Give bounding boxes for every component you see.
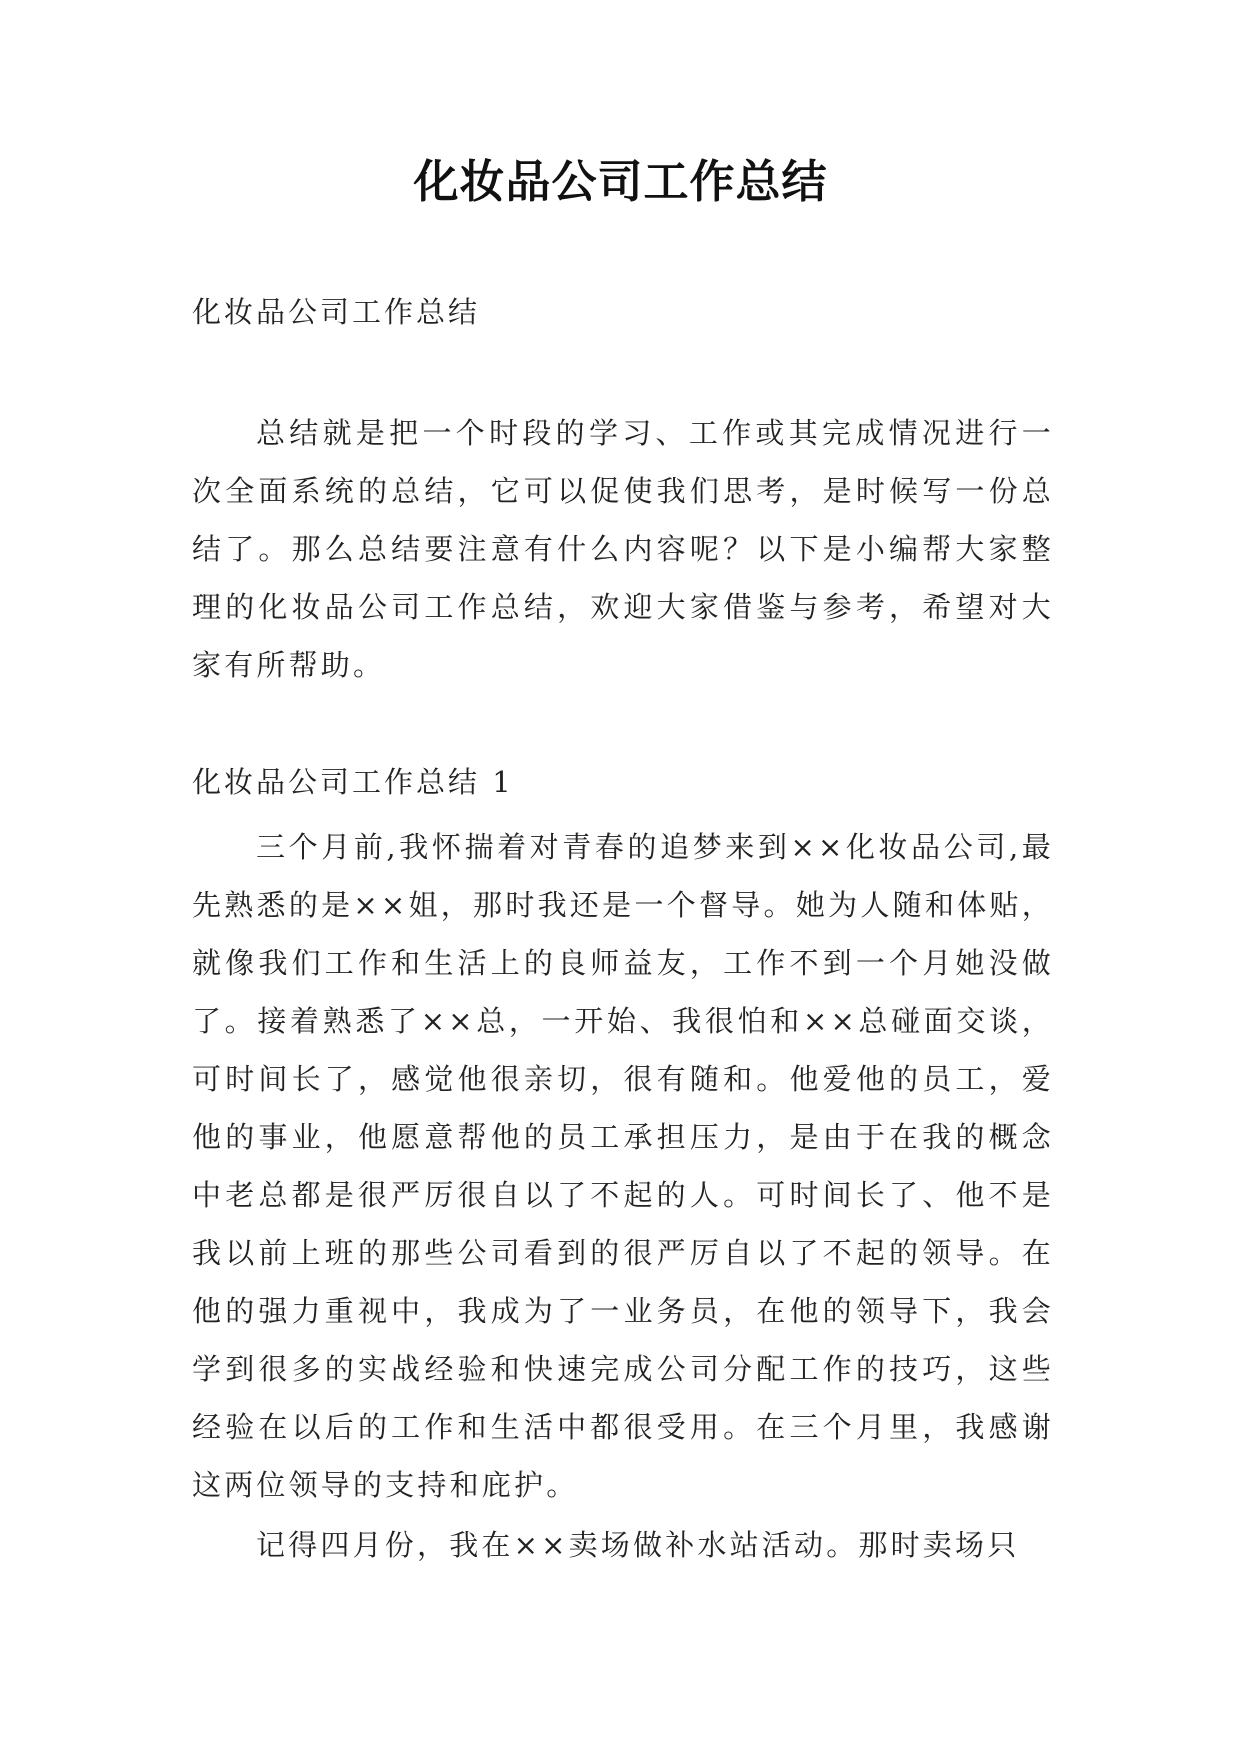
body-paragraph-2: 记得四月份，我在××卖场做补水站活动。那时卖场只 xyxy=(256,1528,1020,1562)
page-title: 化妆品公司工作总结 xyxy=(413,155,828,208)
section-heading: 化妆品公司工作总结 1 xyxy=(192,765,514,799)
document-subtitle: 化妆品公司工作总结 xyxy=(192,295,481,329)
body-paragraph-1: 三个月前,我怀揣着对青春的追梦来到××化妆品公司,最先熟悉的是××姐，那时我还是一个督导。她为人随和体贴，就像我们工作和生活上的良师益友，工作不到一个月她没做了。接着熟悉了××总，一开始、我很怕和××总碰面交谈，可时间长了，感觉他很亲切，很有随和。他爱他的员工，爱他的事业，他愿意帮他的员工承担压力，是由于在我的概念中老总都是很严厉很自以了不起的人。可时间长了、他不是我以前上班的那些公司看到的很严厉自以了不起的领导。在他的强力重视中，我成为了一业务员，在他的领导下，我会学到很多的实战经验和快速完成公司分配工作的技巧，这些经验在以后的工作和生活中都很受用。在三个月里，我感谢这两位领导的支持和庇护。 xyxy=(192,830,1054,1502)
intro-paragraph: 总结就是把一个时段的学习、工作或其完成情况进行一次全面系统的总结，它可以促使我们思考，是时候写一份总结了。那么总结要注意有什么内容呢？以下是小编帮大家整理的化妆品公司工作总结，欢迎大家借鉴与参考，希望对大家有所帮助。 xyxy=(192,416,1054,682)
